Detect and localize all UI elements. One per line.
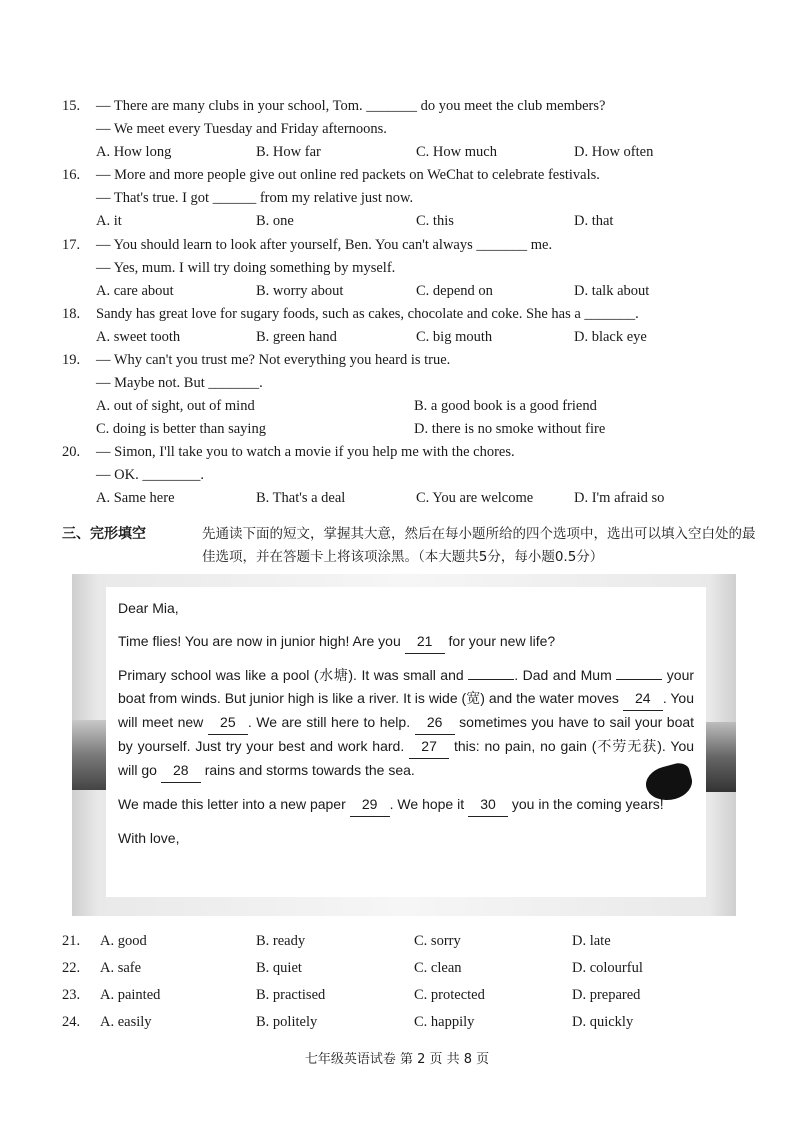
option-b[interactable]: B. practised [256,987,326,1003]
letter-greeting: Dear Mia, [118,600,179,616]
option-a[interactable]: A. it [96,213,122,229]
question-number: 21. [62,933,81,949]
question-line: Sandy has great love for sugary foods, such as cakes, chocolate and coke. She has a _______. [96,306,639,322]
option-c[interactable]: C. You are welcome [416,490,534,506]
question-number: 19. [62,352,81,368]
option-b[interactable]: B. one [256,213,294,229]
option-b[interactable]: B. quiet [256,960,302,976]
blank-21[interactable]: 21 [405,630,445,654]
option-b[interactable]: B. green hand [256,329,337,345]
question-number: 23. [62,987,81,1003]
option-d[interactable]: D. talk about [574,283,650,299]
option-c[interactable]: C. clean [414,960,462,976]
letter-paragraph-1: Time flies! You are now in junior high! Are you 21 for your new life? [118,630,694,654]
option-a[interactable]: A. How long [96,144,172,160]
option-c[interactable]: C. happily [414,1014,475,1030]
blank-26[interactable]: 26 [415,711,455,735]
letter-paragraph-2: Primary school was like a pool (水塘). It was small and . Dad and Mum your boat from winds. But junior high is like a river. It is wide (宽) and the water moves 24 . You will meet new 25 . We are still here to help. 26 sometimes you have to sail your boat by yourself. Just try your best and work hard. 27 this: no pain, no gain (不劳无获). You will go 28 rains and storms towards the sea. [118,664,694,783]
letter-card [106,587,706,897]
question-20 [62,441,762,510]
blank-30[interactable]: 30 [468,793,508,817]
option-a[interactable]: A. good [100,933,147,949]
option-b[interactable]: B. How far [256,144,321,160]
option-row-24 [62,1009,762,1036]
option-c[interactable]: C. big mouth [416,329,493,345]
question-line: — Yes, mum. I will try doing something by myself. [96,260,396,276]
option-d[interactable]: D. black eye [574,329,647,345]
cloze-options [62,928,762,1036]
question-line: — You should learn to look after yourself, Ben. You can't always _______ me. [96,237,553,253]
option-d[interactable]: D. quickly [572,1014,634,1030]
question-line: — Why can't you trust me? Not everything you heard is true. [96,352,451,368]
blank-24[interactable]: 24 [623,687,663,711]
question-line: — Simon, I'll take you to watch a movie if you help me with the chores. [96,444,515,460]
option-a[interactable]: A. safe [100,960,142,976]
option-row-22 [62,955,762,982]
option-c[interactable]: C. doing is better than saying [96,421,266,437]
option-b[interactable]: B. politely [256,1014,318,1030]
blank-29[interactable]: 29 [350,793,390,817]
letter-closing: With love, [118,830,180,846]
option-d[interactable]: D. prepared [572,987,641,1003]
option-a[interactable]: A. painted [100,987,161,1003]
question-number: 20. [62,444,81,460]
option-b[interactable]: B. ready [256,933,306,949]
dark-stripe-right [706,722,736,792]
question-number: 22. [62,960,81,976]
option-a[interactable]: A. out of sight, out of mind [96,398,255,414]
section-title: 三、完形填空 [62,526,146,542]
options-row [96,280,762,303]
option-a[interactable]: A. care about [96,283,174,299]
option-c[interactable]: C. this [416,213,454,229]
option-d[interactable]: D. I'm afraid so [574,490,665,506]
option-c[interactable]: C. How much [416,144,497,160]
page-footer: 七年级英语试卷 第 2 页 共 8 页 [304,1052,490,1067]
option-a[interactable]: A. easily [100,1014,152,1030]
option-c[interactable]: C. protected [414,987,485,1003]
options-row [96,141,762,164]
question-line: — OK. ________. [96,467,204,483]
question-17 [62,234,762,303]
option-a[interactable]: A. sweet tooth [96,329,181,345]
option-d[interactable]: D. late [572,933,611,949]
options-row [96,326,762,349]
blank-28[interactable]: 28 [161,759,201,783]
question-number: 24. [62,1014,81,1030]
question-line: — More and more people give out online red packets on WeChat to celebrate festivals. [96,167,600,183]
options-row [96,418,762,441]
options-row [96,395,762,418]
question-number: 18. [62,306,81,322]
option-c[interactable]: C. depend on [416,283,493,299]
blank-22[interactable] [468,679,514,680]
question-15 [62,95,762,164]
question-line: — Maybe not. But _______. [96,375,263,391]
option-c[interactable]: C. sorry [414,933,461,949]
question-line: — There are many clubs in your school, Tom. _______ do you meet the club members? [96,98,606,114]
blank-25[interactable]: 25 [208,711,248,735]
letter-paragraph-3: We made this letter into a new paper 29 . We hope it 30 you in the coming years! [118,793,694,817]
question-line: — We meet every Tuesday and Friday afternoons. [96,121,387,137]
option-row-23 [62,982,762,1009]
options-row [96,210,762,233]
question-19 [62,349,762,441]
question-16 [62,164,762,233]
option-b[interactable]: B. a good book is a good friend [414,398,597,414]
option-b[interactable]: B. worry about [256,283,344,299]
options-row [96,487,762,510]
option-row-21 [62,928,762,955]
question-number: 16. [62,167,81,183]
question-18 [62,303,762,349]
question-number: 17. [62,237,81,253]
dark-stripe-left [72,720,106,790]
blank-27[interactable]: 27 [409,735,449,759]
blank-23[interactable] [616,679,662,680]
option-d[interactable]: D. that [574,213,614,229]
option-a[interactable]: A. Same here [96,490,175,506]
option-d[interactable]: D. there is no smoke without fire [414,421,606,437]
option-b[interactable]: B. That's a deal [256,490,346,506]
question-line: — That's true. I got ______ from my relative just now. [96,190,414,206]
section-instructions: 先通读下面的短文，掌握其大意，然后在每小题所给的四个选项中，选出可以填入空白处的最佳选项，并在答题卡上将该项涂黑。（本大题共5分，每小题0.5分） [202,526,756,565]
option-d[interactable]: D. colourful [572,960,643,976]
option-d[interactable]: D. How often [574,144,654,160]
question-number: 15. [62,98,81,114]
